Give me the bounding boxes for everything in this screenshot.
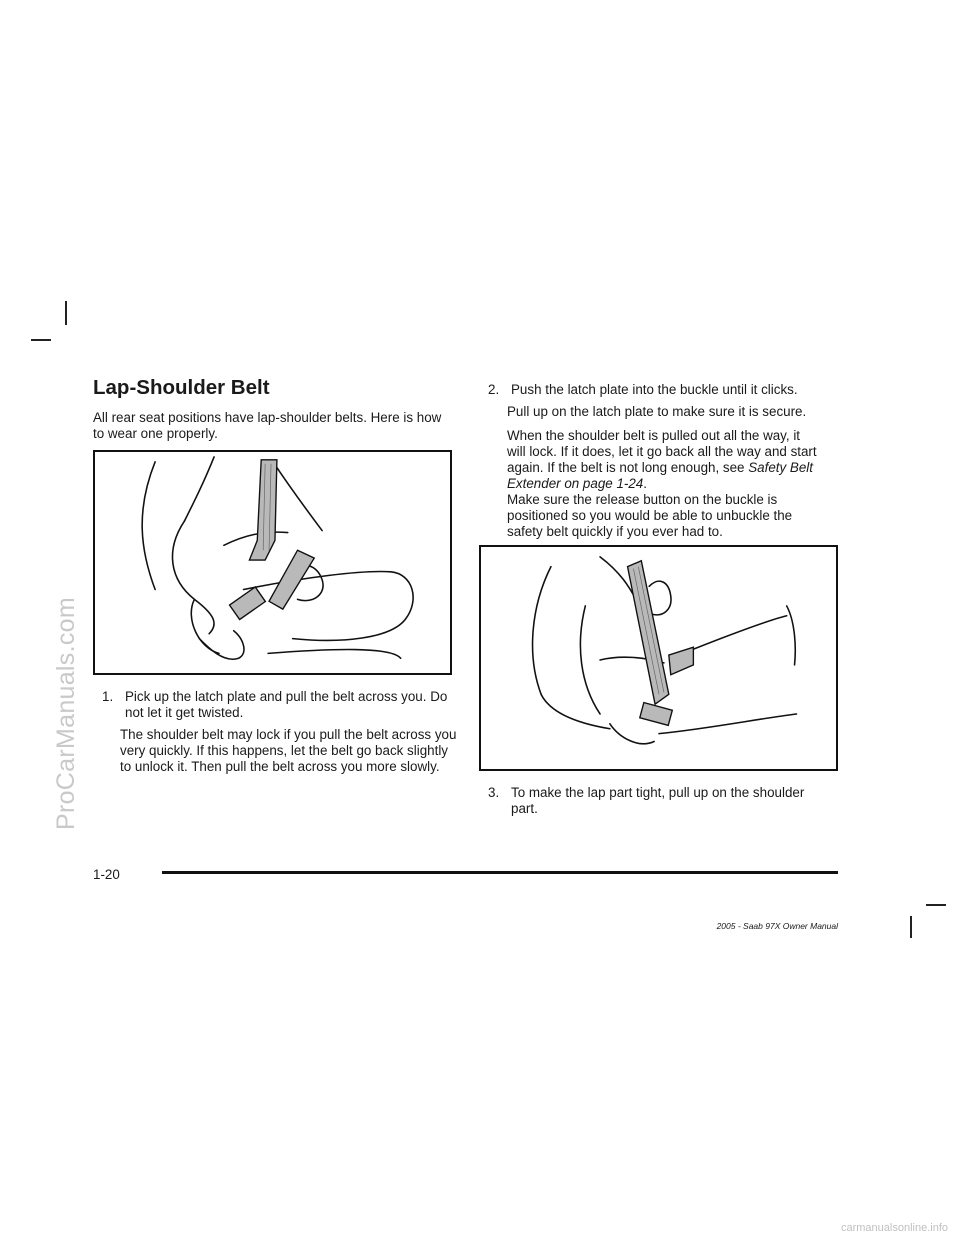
crop-mark <box>65 301 67 325</box>
step-number: 1. <box>102 689 114 704</box>
step-1 <box>102 689 462 721</box>
site-footer: carmanualsonline.info <box>840 1222 948 1234</box>
step-3 <box>488 785 838 817</box>
cross-reference-link[interactable]: Safety Belt Extender on page 1-24 <box>507 460 813 491</box>
illustration-buckle <box>479 545 838 771</box>
crop-mark <box>910 916 912 938</box>
step-text: Push the latch plate into the buckle until it clicks. <box>511 382 798 397</box>
crop-mark <box>926 904 946 906</box>
illustration-latch-plate <box>93 450 452 675</box>
step-text: Pick up the latch plate and pull the belt across you. Do not let it get twisted. <box>125 689 448 720</box>
step-2-detail-1: Pull up on the latch plate to make sure it is secure. <box>507 404 807 419</box>
page-number: 1-20 <box>93 867 120 882</box>
step-number: 3. <box>488 785 500 800</box>
step-number: 2. <box>488 382 500 397</box>
belt-illustration-2 <box>481 547 836 769</box>
step-2-detail-2-text: When the shoulder belt is pulled out all the way, it will lock. If it does, let it go back all the way and start again. If the belt is not long enough, see <box>507 428 817 475</box>
crop-mark <box>31 339 51 341</box>
intro-paragraph: All rear seat positions have lap-shoulder belts. Here is how to wear one properly. <box>93 410 442 441</box>
step-text: To make the lap part tight, pull up on the shoulder part. <box>511 785 805 816</box>
step-2-detail-3: Make sure the release button on the buckle is positioned so you would be able to unbuckle the safety belt quickly if you ever had to. <box>507 492 793 539</box>
footer-rule <box>162 871 838 874</box>
manual-footer: 2005 - Saab 97X Owner Manual <box>716 921 838 931</box>
step-2 <box>488 382 848 398</box>
step-1-detail: The shoulder belt may lock if you pull the belt across you very quickly. If this happens, let the belt go back slightly to unlock it. Then pull the belt across you more slowly. <box>120 727 457 774</box>
belt-illustration-1 <box>95 452 450 673</box>
section-title: Lap-Shoulder Belt <box>93 376 270 399</box>
step-2-detail-2 <box>507 428 817 492</box>
period: . <box>643 476 647 491</box>
watermark: ProCarManuals.com <box>52 597 80 830</box>
